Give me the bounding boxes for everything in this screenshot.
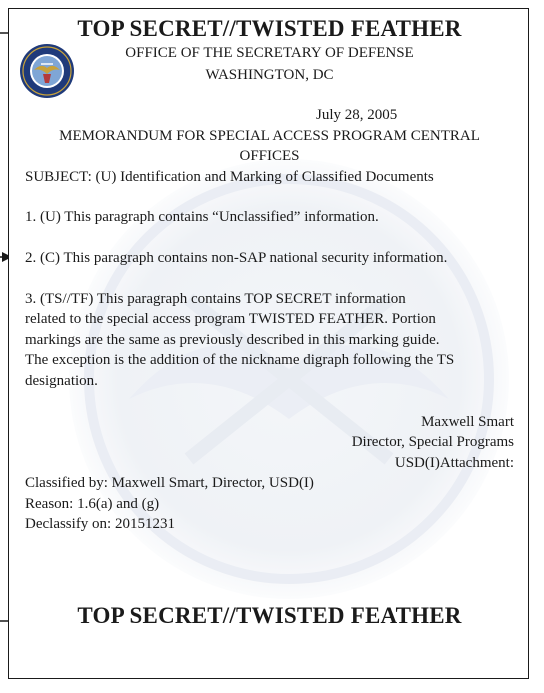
paragraph-3-line: related to the special access program TWISTED FEATHER. Portion [25, 311, 436, 327]
memo-for-line-2: OFFICES [239, 148, 300, 164]
paragraph-3-line: markings are the same as previously described in this marking guide. [25, 332, 440, 348]
office-city: WASHINGTON, DC [205, 67, 334, 83]
signature-title: Director, Special Programs [351, 434, 514, 450]
classification-banner-top: TOP SECRET//TWISTED FEATHER [77, 16, 462, 41]
paragraph-3-line: 3. (TS//TF) This paragraph contains TOP SECRET information [25, 291, 406, 307]
memo-for-line-1: MEMORANDUM FOR SPECIAL ACCESS PROGRAM CENTRAL [59, 128, 480, 144]
paragraph-3-line: designation. [25, 373, 98, 389]
signature-office: USD(I)Attachment: [394, 455, 514, 471]
paragraph-3-line: The exception is the addition of the nickname digraph following the TS [25, 352, 455, 368]
paragraph-1: 1. (U) This paragraph contains “Unclassified” information. [25, 209, 379, 225]
memo-date: July 28, 2005 [316, 107, 398, 123]
classification-reason: Reason: 1.6(a) and (g) [25, 496, 160, 512]
office-name: OFFICE OF THE SECRETARY OF DEFENSE [125, 45, 414, 61]
classification-banner-bottom: TOP SECRET//TWISTED FEATHER [77, 603, 462, 628]
memo-subject: SUBJECT: (U) Identification and Marking of Classified Documents [25, 169, 434, 185]
declassify-date: Declassify on: 20151231 [25, 516, 175, 532]
classified-by: Classified by: Maxwell Smart, Director, USD(I) [25, 475, 314, 491]
paragraph-2: 2. (C) This paragraph contains non-SAP national security information. [25, 250, 448, 266]
signature-name: Maxwell Smart [421, 414, 514, 430]
memo-page [8, 8, 529, 679]
